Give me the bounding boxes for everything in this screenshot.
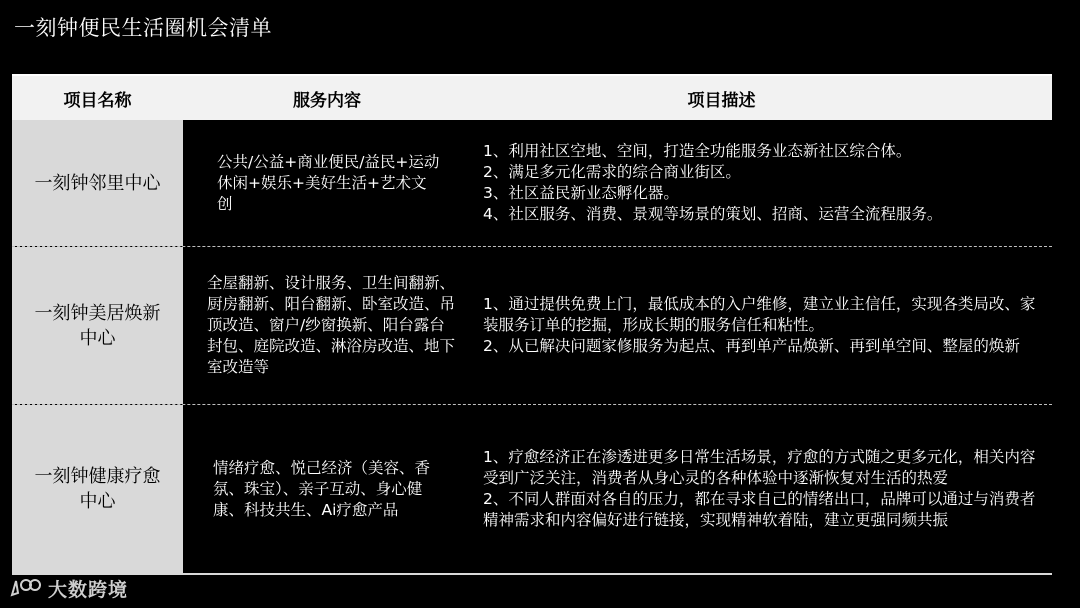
header-project-name: 项目名称 [63, 90, 132, 111]
table-row [12, 247, 1052, 405]
row-project-name [12, 405, 183, 573]
row-service-content [183, 247, 471, 404]
desc-line: 4、社区服务、消费、景观等场景的策划、招商、运营全流程服务。 [483, 205, 943, 223]
opportunity-table [12, 74, 1052, 575]
row-service-content [183, 405, 471, 573]
desc-line: 2、满足多元化需求的综合商业街区。 [483, 163, 741, 181]
service-text: 公共/公益+商业便民/益民+运动休闲+娱乐+美好生活+艺术文创 [217, 152, 440, 213]
desc-line: 1、通过提供免费上门，最低成本的入户维修，建立业主信任，实现各类局改、家装服务订单的挖掘，形成长期的服务信任和粘性。 [483, 295, 1036, 334]
desc-line: 3、社区益民新业态孵化器。 [483, 184, 679, 202]
row-project-desc [471, 120, 1052, 246]
header-project-desc: 项目描述 [687, 90, 756, 111]
logo-text: 大数跨境 [48, 578, 129, 601]
row-project-desc [471, 247, 1052, 404]
row-project-name [12, 247, 183, 404]
table-row [12, 405, 1052, 575]
brand-logo [8, 574, 128, 602]
row-service-content [183, 120, 471, 246]
header-service-content: 服务内容 [293, 90, 361, 111]
row-project-desc [471, 405, 1052, 573]
service-text: 全屋翻新、设计服务、卫生间翻新、厨房翻新、阳台翻新、卧室改造、吊顶改造、窗户/纱窗换新、阳台露台封包、庭院改造、淋浴房改造、地下室改造等 [207, 274, 456, 376]
desc-line: 1、疗愈经济正在渗透进更多日常生活场景，疗愈的方式随之更多元化，相关内容受到广泛关注，消费者从身心灵的各种体验中逐渐恢复对生活的热爱 [483, 448, 1036, 487]
project-name-text: 一刻钟健康疗愈中心 [34, 466, 161, 512]
project-name-text: 一刻钟美居焕新中心 [34, 302, 161, 349]
service-text: 情绪疗愈、悦己经济（美容、香氛、珠宝）、亲子互动、身心健康、科技共生、Ai疗愈产品 [213, 458, 431, 519]
table-header-row [12, 74, 1052, 120]
desc-line: 1、利用社区空地、空间，打造全功能服务业态新社区综合体。 [483, 142, 912, 160]
desc-line: 2、不同人群面对各自的压力，都在寻求自己的情绪出口，品牌可以通过与消费者精神需求和内容偏好进行链接，实现精神软着陆，建立更强同频共振 [483, 490, 1036, 529]
row-project-name [12, 120, 183, 246]
desc-line: 2、从已解决问题家修服务为起点、再到单产品焕新、再到单空间、整屋的焕新 [483, 337, 1020, 355]
project-name-text: 一刻钟邻里中心 [34, 172, 161, 194]
page-title: 一刻钟便民生活圈机会清单 [14, 16, 272, 40]
table-row [12, 120, 1052, 247]
dashu-logo-icon [8, 575, 42, 601]
